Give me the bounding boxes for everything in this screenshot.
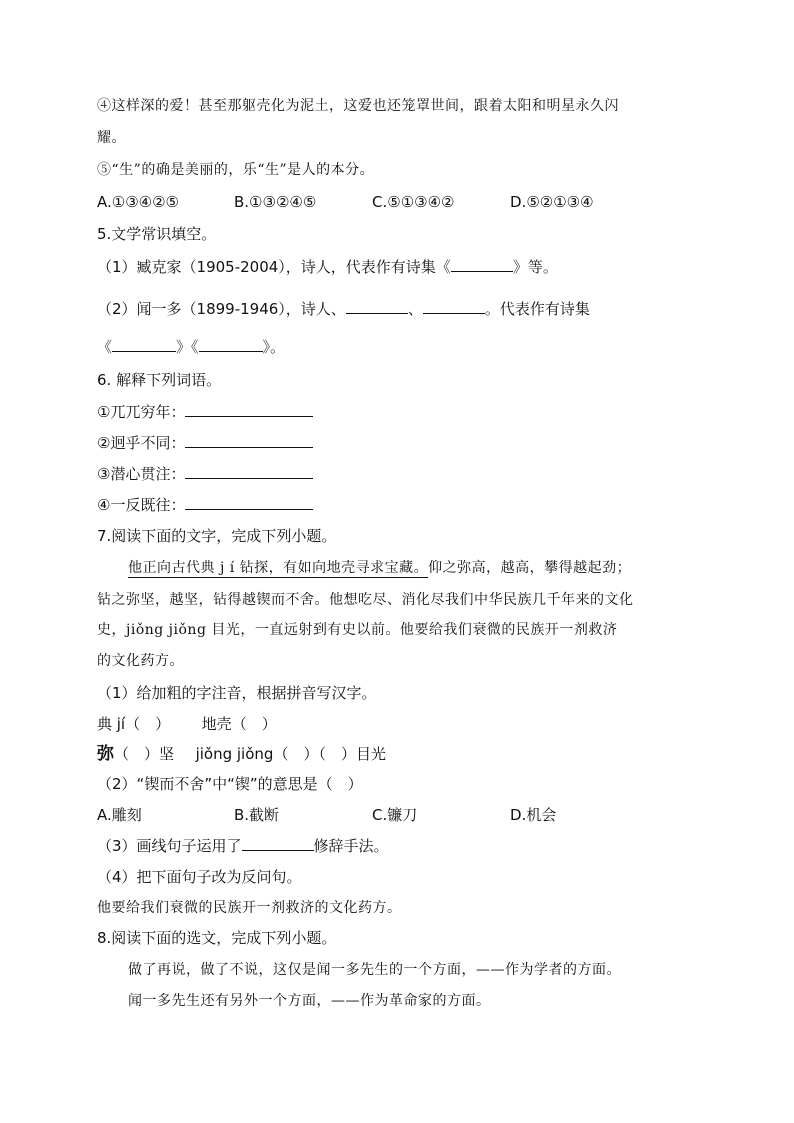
- q7-sub3-blank[interactable]: [242, 836, 314, 851]
- q7-passage-line4: 的文化药方。: [97, 653, 184, 669]
- q5-part1: [97, 257, 558, 277]
- q6-item-1-label: ①兀兀穷年：: [97, 403, 186, 421]
- q8-passage-line2: 闻一多先生还有另外一个方面，——作为革命家的方面。: [128, 993, 491, 1009]
- q7-sub1-b-mid: （ ）坚: [114, 745, 175, 763]
- q7-sub2: （2）“锲而不舍”中“锲”的意思是（ ）: [97, 775, 363, 793]
- q6-item-3-label: ③潜心贯注：: [97, 465, 186, 483]
- q7-sub1-line-a: [97, 714, 277, 734]
- q7-sub4: （4）把下面句子改为反问句。: [97, 868, 302, 886]
- q6-item-2-label: ②迥乎不同：: [97, 434, 186, 452]
- q6-item-4: [97, 495, 313, 515]
- q5-part2-end: 。代表作有诗集: [484, 300, 590, 318]
- q7-sub3: [97, 836, 389, 856]
- q7-sub3-end: 修辞手法。: [313, 837, 389, 855]
- q7-passage-line3: 史，jiǒng jiǒng 目光，一直远射到有史以前。他要给我们衰微的民族开一剂救济: [97, 622, 618, 638]
- q5-part3-open: 《: [97, 338, 113, 356]
- q5-part3: [97, 337, 285, 357]
- q6-item-1: [97, 402, 313, 422]
- q5-part1-text: （1）臧克家（1905-2004），诗人，代表作有诗集《: [97, 258, 451, 276]
- q8-title: 8.阅读下面的选文，完成下列小题。: [97, 929, 337, 947]
- q6-item-3: [97, 464, 313, 484]
- q7-sub1-b-post: （ ）（ ）目光: [273, 745, 386, 763]
- q7-sub1: （1）给加粗的字注音，根据拼音写汉字。: [97, 684, 377, 702]
- q7-title: 7.阅读下面的文字，完成下列小题。: [97, 527, 337, 545]
- q6-item-1-blank[interactable]: [185, 402, 313, 417]
- q5-title: 5.文学常识填空。: [97, 225, 217, 243]
- q7-sub2-option-a: A.雕刻: [97, 806, 142, 824]
- q7-sub3-text: （3）画线句子运用了: [97, 837, 242, 855]
- q7-sub4-sentence: 他要给我们衰微的民族开一剂救济的文化药方。: [97, 900, 402, 916]
- q6-item-4-label: ④一反既往：: [97, 496, 186, 514]
- q4-item4-line1: ④这样深的爱！甚至那躯壳化为泥土，这爱也还笼罩世间，跟着太阳和明星永久闪: [97, 98, 619, 114]
- q5-part3-blank-2[interactable]: [199, 337, 263, 352]
- q4-option-c: C.⑤①③④②: [372, 193, 455, 211]
- q7-passage-line1: [128, 558, 631, 578]
- q4-option-b: B.①③②④⑤: [234, 193, 317, 211]
- q5-part3-mid: 》《: [176, 338, 199, 356]
- q7-sub1-line-b: [97, 744, 386, 764]
- q5-part1-blank[interactable]: [451, 257, 513, 272]
- q6-item-2: [97, 433, 313, 453]
- q7-sub1-a-pre: 典 jí（ ）: [97, 715, 171, 733]
- q4-item5: ⑤“生”的确是美丽的，乐“生”是人的本分。: [97, 162, 375, 178]
- q5-part3-close: 》。: [262, 338, 286, 356]
- q5-part1-end: 》等。: [512, 258, 558, 276]
- q4-option-d: D.⑤②①③④: [510, 193, 594, 211]
- q6-item-3-blank[interactable]: [185, 464, 313, 479]
- q4-option-a: A.①③④②⑤: [97, 193, 180, 211]
- q5-part2-sep: 、: [407, 300, 423, 318]
- q7-sub1-a-post: （ ）: [231, 715, 277, 733]
- q7-sub1-a-word: 地壳: [201, 715, 232, 733]
- q7-sub2-option-d: D.机会: [510, 806, 557, 824]
- q6-item-4-blank[interactable]: [185, 495, 313, 510]
- q7-sub1-b-char: 弥: [97, 744, 114, 764]
- q6-title: 6. 解释下列词语。: [97, 371, 222, 389]
- q7-sub1-b-pinyin: jiǒng jiǒng: [195, 745, 274, 763]
- q5-part2: [97, 299, 590, 319]
- q5-part2-blank-2[interactable]: [423, 299, 485, 314]
- q5-part2-text: （2）闻一多（1899-1946），诗人、: [97, 300, 346, 318]
- q7-underlined-sentence: 他正向古代典 j í 钻探，有如向地壳寻求宝藏。: [128, 560, 429, 576]
- q6-item-2-blank[interactable]: [185, 433, 313, 448]
- q7-sub2-option-c: C.镰刀: [372, 806, 418, 824]
- q7-passage-line2: 钻之弥坚，越坚，钻得越锲而不舍。他想吃尽、消化尽我们中华民族几千年来的文化: [97, 592, 634, 608]
- q8-passage-line1: 做了再说，做了不说，这仅是闻一多先生的一个方面，——作为学者的方面。: [128, 962, 621, 978]
- q5-part3-blank-1[interactable]: [112, 337, 176, 352]
- q4-item4-line2: 耀。: [97, 130, 126, 146]
- q5-part2-blank-1[interactable]: [346, 299, 408, 314]
- q7-sub2-option-b: B.截断: [234, 806, 280, 824]
- q7-passage-line1-rest: 仰之弥高，越高，攀得越起劲；: [428, 560, 632, 576]
